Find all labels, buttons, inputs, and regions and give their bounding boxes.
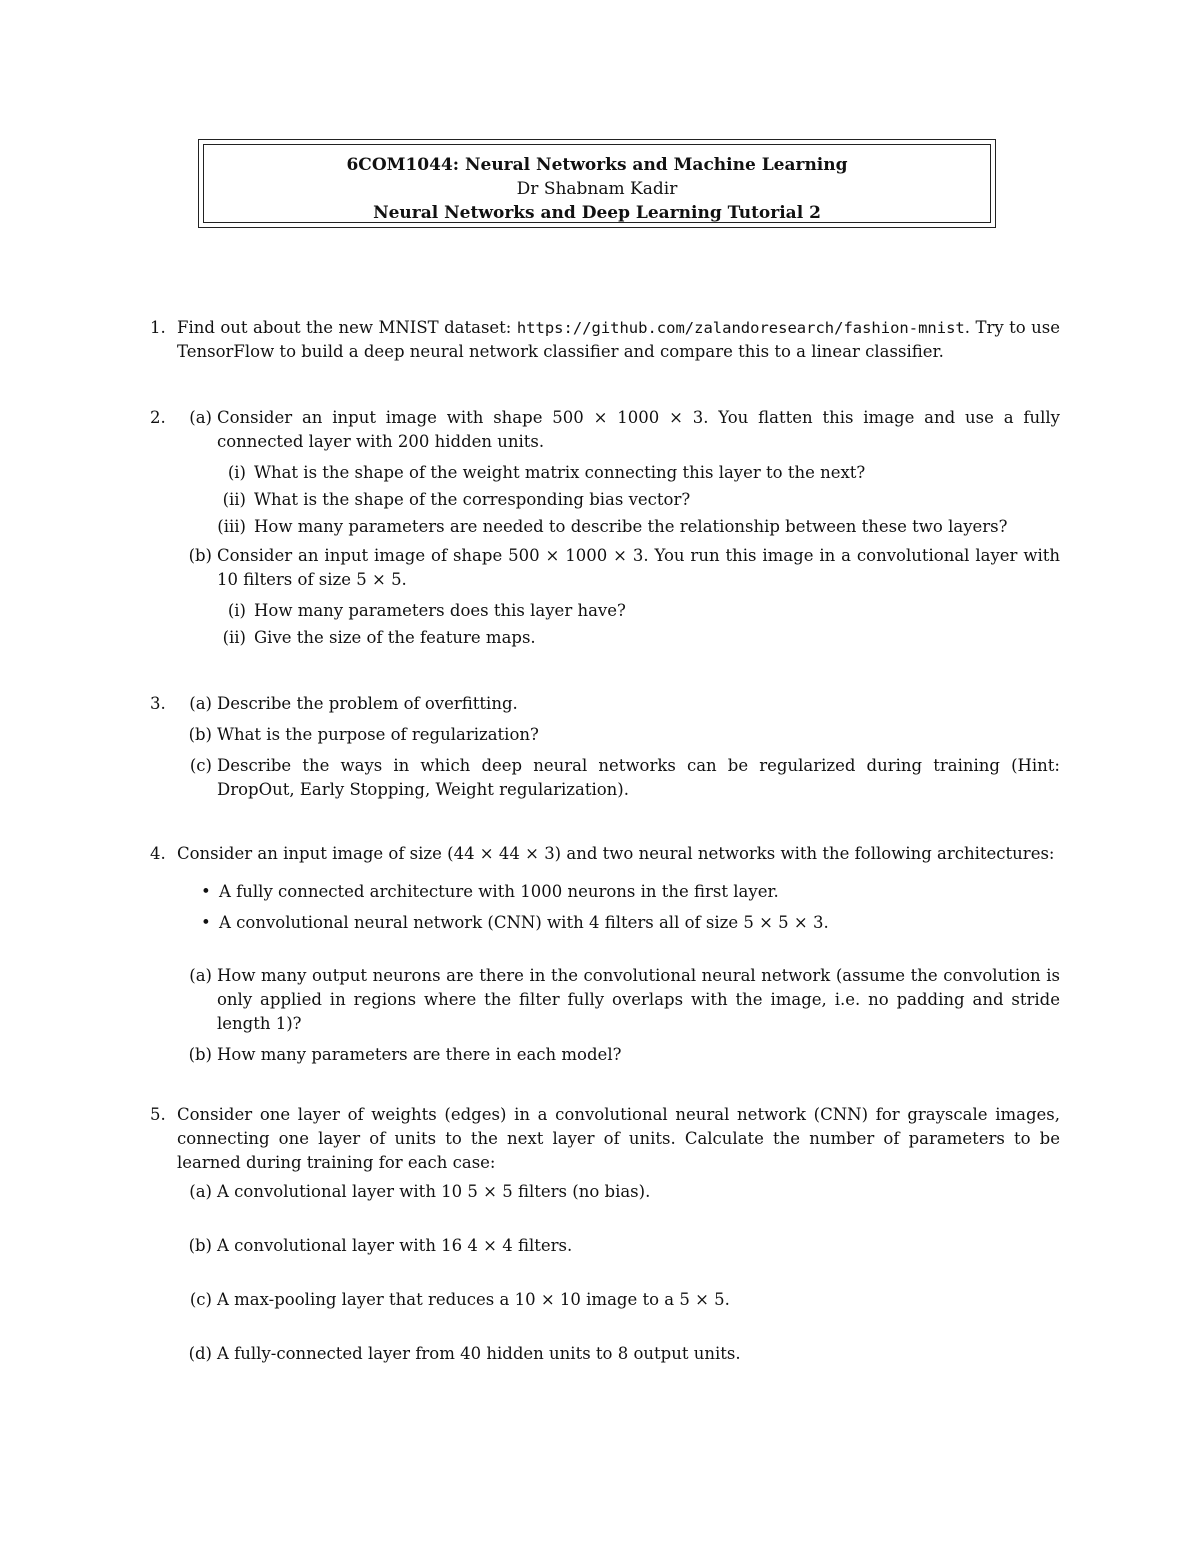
subpart-text: Give the size of the feature maps. [254,628,536,647]
part-c [189,754,1060,802]
part-text: A fully-connected layer from 40 hidden units to 8 output units. [217,1344,741,1363]
question-3 [150,692,1060,802]
part-label: (c) [189,756,212,775]
part-label: (b) [188,1236,212,1255]
part-a [189,1180,1060,1204]
question-number: 1. [150,318,166,337]
part-label: (a) [189,408,212,427]
part-text: Describe the ways in which deep neural networks can be regularized during training (Hint: DropOut, Early Stopping, Weight regularization). [217,756,1060,799]
part-d [188,1342,1060,1366]
part-text: A max-pooling layer that reduces a 10 × 10 image to a 5 × 5. [217,1290,730,1309]
course-title: 6COM1044: Neural Networks and Machine Learning [346,155,848,175]
q1-text-start: Find out about the new MNIST dataset: [177,318,517,337]
part-a [189,406,1060,454]
subpart-text: What is the shape of the corresponding bias vector? [254,490,691,509]
part-b [188,544,1060,592]
question-number: 2. [150,408,166,427]
part-label: (a) [189,966,212,985]
question-2 [150,406,1060,650]
subpart-text: What is the shape of the weight matrix connecting this layer to the next? [254,463,866,482]
question-5 [150,1103,1060,1366]
subpart-label: (i) [227,463,246,482]
part-text: Consider an input image with shape 500 × 1000 × 3. You flatten this image and use a fully connected layer with 200 hidden units. [217,408,1060,451]
list-item-text: A fully connected architecture with 1000 neurons in the first layer. [219,882,779,901]
question-body [177,692,1060,802]
question-number: 4. [150,844,166,863]
part-c [189,1288,1060,1312]
part-text: Consider an input image of shape 500 × 1000 × 3. You run this image in a convolutional layer with 10 filters of size 5 × 5. [217,546,1060,589]
part-label: (a) [189,1182,212,1201]
subpart-text: How many parameters are needed to describe the relationship between these two layers? [254,517,1008,536]
part-a [189,964,1060,1036]
part-label: (b) [188,1045,212,1064]
question-body [177,1103,1060,1366]
subpart-label: (i) [227,601,246,620]
tutorial-title: Neural Networks and Deep Learning Tutorial 2 [373,203,821,223]
question-number: 5. [150,1105,166,1124]
part-text: How many output neurons are there in the convolutional neural network (assume the convolution is only applied in regions where the filter fully overlaps with the image, i.e. no padding and stride length 1)? [217,966,1060,1033]
part-b [188,1234,1060,1258]
part-text: Describe the problem of overfitting. [217,694,518,713]
part-a [189,692,1060,716]
subpart-a-ii [222,488,1060,512]
part-label: (c) [189,1290,212,1309]
question-text: Consider one layer of weights (edges) in a convolutional neural network (CNN) for grayscale images, connecting one layer of units to the next layer of units. Calculate the number of parameters to be learned during training for each case: [177,1105,1060,1172]
part-label: (b) [188,546,212,565]
title-box [198,139,996,228]
list-item-text: A convolutional neural network (CNN) with 4 filters all of size 5 × 5 × 3. [219,913,829,932]
subpart-text: How many parameters does this layer have? [254,601,626,620]
part-b [188,723,1060,747]
list-item [201,911,1060,935]
bullet-icon: • [201,913,211,932]
part-b [188,1043,1060,1067]
part-text: A convolutional layer with 10 5 × 5 filters (no bias). [217,1182,651,1201]
part-label: (b) [188,725,212,744]
subpart-b-i [227,599,1060,623]
part-label: (a) [189,694,212,713]
question-body [177,406,1060,650]
part-label: (d) [188,1344,212,1363]
bullet-icon: • [201,882,211,901]
q1-text-end: . Try to use TensorFlow to build a deep neural network classifier and compare this to a linear classifier. [177,318,1060,361]
list-item [201,880,1060,904]
subpart-label: (ii) [222,628,246,647]
title-box-inner [203,144,991,223]
question-4 [150,842,1060,1067]
subpart-label: (iii) [217,517,246,536]
part-text: What is the purpose of regularization? [217,725,539,744]
author-name: Dr Shabnam Kadir [516,179,678,199]
part-text: How many parameters are there in each model? [217,1045,622,1064]
question-text [177,316,1060,364]
subpart-b-ii [222,626,1060,650]
part-text: A convolutional layer with 16 4 × 4 filters. [217,1236,573,1255]
subpart-label: (ii) [222,490,246,509]
question-text: Consider an input image of size (44 × 44 × 3) and two neural networks with the following architectures: [177,844,1055,863]
question-body [177,842,1060,1067]
question-number: 3. [150,694,166,713]
subpart-a-i [227,461,1060,485]
question-1 [150,316,1060,364]
subpart-a-iii [217,515,1060,539]
dataset-link[interactable]: https://github.com/zalandoresearch/fashion-mnist [516,319,965,337]
